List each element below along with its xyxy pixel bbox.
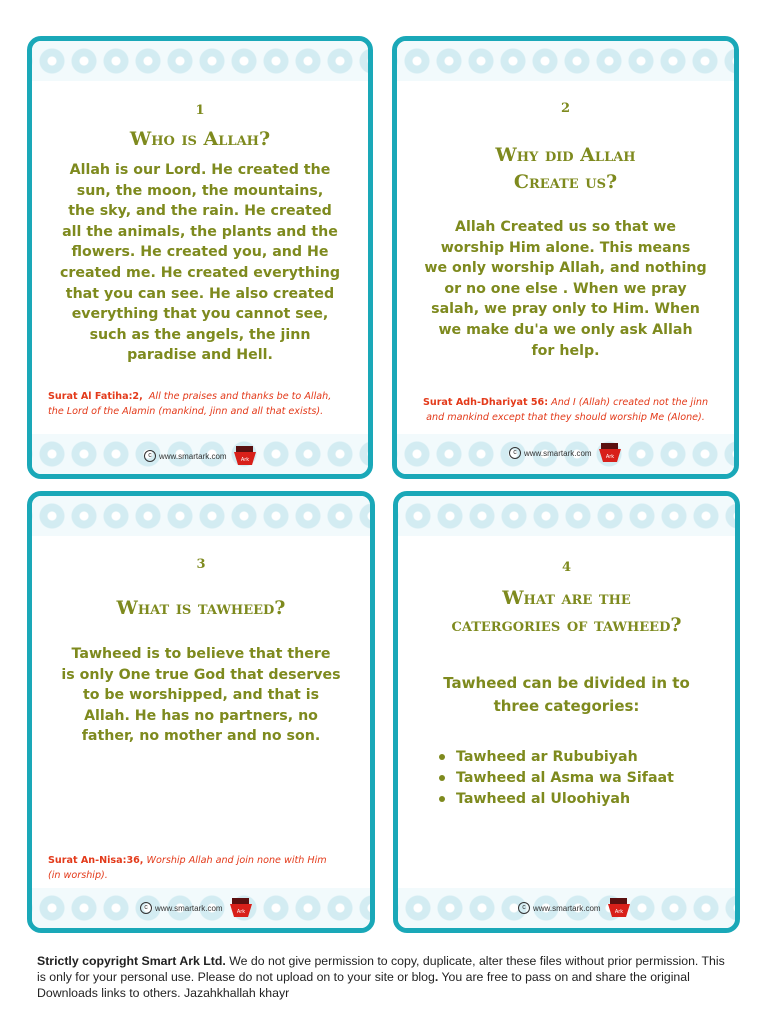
bullet-icon	[439, 754, 445, 760]
tawheed-categories-list	[398, 747, 735, 810]
reference-quote-line: (in worship).	[48, 870, 108, 881]
copyright-text: We do not give permission to copy, duplicate, alter these files without prior permission. This is only for your personal use. Please do not upload on to your site or blog	[37, 954, 725, 984]
site-url: www.smartark.com	[524, 448, 592, 458]
body-line: Tawheed is to believe that there	[71, 646, 331, 662]
body-line: Allah Created us so that we	[455, 219, 676, 235]
card-title	[32, 595, 370, 622]
body-line: such as the angels, the jinn	[89, 326, 311, 343]
smart-ark-logo	[607, 896, 631, 920]
card-body	[32, 644, 370, 747]
decorative-pattern-top	[398, 496, 735, 536]
card-4	[393, 491, 740, 933]
reference-quote-line: Worship Allah and join none with Him	[146, 855, 327, 866]
smart-ark-logo	[229, 896, 253, 920]
body-line: father, no mother and no son.	[81, 728, 321, 745]
body-line: we only worship Allah, and nothing	[424, 260, 707, 277]
card-body	[398, 672, 735, 718]
copyright-icon: c	[509, 447, 521, 459]
card-footer	[518, 896, 631, 920]
card-footer	[509, 441, 622, 465]
copyright-icon: c	[140, 902, 152, 914]
title-line: What are the	[502, 587, 631, 609]
copyright-lead: Strictly copyright Smart Ark Ltd.	[37, 954, 226, 968]
body-line: Allah is our Lord. He created the	[69, 162, 331, 178]
svg-text:Ark: Ark	[614, 909, 623, 915]
reference-source: Surat An-Nisa:36,	[48, 855, 144, 866]
svg-text:Ark: Ark	[236, 909, 245, 915]
card-2	[392, 36, 739, 479]
card-title	[397, 142, 734, 196]
decorative-pattern-top	[32, 496, 370, 536]
site-url: www.smartark.com	[533, 903, 601, 913]
card-title	[32, 126, 368, 153]
title-line: Why did Allah	[495, 144, 636, 166]
card-footer	[140, 896, 253, 920]
card-footer	[144, 444, 257, 468]
copyright-notice	[37, 953, 727, 1001]
card-number: 2	[560, 101, 571, 116]
copyright-period: .	[434, 970, 439, 984]
decorative-pattern-top	[32, 41, 368, 81]
bullet-icon	[439, 796, 445, 802]
list-item: Tawheed ar Rububiyah	[398, 747, 735, 768]
quran-reference	[397, 395, 734, 425]
title-line: What is tawheed?	[116, 597, 286, 619]
card-1	[27, 36, 373, 479]
card-number: 4	[561, 560, 572, 575]
smart-ark-logo	[233, 444, 257, 468]
body-line: flowers. He created you, and He	[71, 244, 329, 261]
body-line: all the animals, the plants and the	[62, 223, 338, 240]
body-line: or no one else . When we pray	[444, 280, 687, 297]
card-title	[398, 585, 735, 639]
copyright-text-2: You are free to pass on and share the original Downloads links to others. Jazahkhallah khayr	[37, 970, 690, 1000]
body-line: salah, we pray only to Him. When	[431, 301, 700, 318]
decorative-pattern-top	[397, 41, 734, 81]
reference-quote-line: and mankind except that they should worship Me (Alone).	[426, 412, 705, 423]
body-line: three categories:	[493, 697, 640, 715]
reference-quote-line: the Lord of the Alamin (mankind, jinn and all that exists).	[48, 406, 324, 417]
list-item: Tawheed al Asma wa Sifaat	[398, 768, 735, 789]
card-body	[32, 160, 368, 366]
card-number: 3	[196, 557, 206, 572]
body-line: worship Him alone. This means	[440, 239, 691, 256]
quran-reference	[32, 389, 368, 419]
reference-quote-line: All the praises and thanks be to Allah,	[148, 391, 332, 402]
body-line: we make du'a we only ask Allah	[438, 321, 693, 338]
site-url: www.smartark.com	[155, 903, 223, 913]
body-line: is only One true God that deserves	[61, 666, 341, 683]
list-item: Tawheed al Uloohiyah	[398, 789, 735, 810]
reference-source: Surat Al Fatiha:2,	[48, 391, 143, 402]
body-line: that you can see. He also created	[65, 285, 335, 302]
quran-reference	[32, 853, 370, 883]
title-line: Who is Allah?	[129, 128, 271, 150]
title-line: catergories of tawheed?	[451, 614, 682, 636]
site-url: www.smartark.com	[159, 451, 227, 461]
bullet-icon	[439, 775, 445, 781]
body-line: paradise and Hell.	[127, 347, 273, 364]
reference-quote-line: And I (Allah) created not the jinn	[551, 397, 709, 408]
body-line: to be worshipped, and that is	[82, 687, 320, 704]
card-3	[27, 491, 375, 933]
body-line: created me. He created everything	[59, 264, 341, 281]
body-line: everything that you cannot see,	[71, 306, 329, 323]
body-line: for help.	[531, 342, 600, 359]
copyright-icon: c	[518, 902, 530, 914]
copyright-icon: c	[144, 450, 156, 462]
svg-text:Ark: Ark	[605, 454, 614, 460]
card-body	[397, 217, 734, 361]
svg-text:Ark: Ark	[240, 457, 249, 463]
body-line: Allah. He has no partners, no	[84, 707, 318, 724]
title-line: Create us?	[513, 171, 618, 193]
body-line: sun, the moon, the mountains,	[76, 182, 324, 199]
reference-source: Surat Adh-Dhariyat 56:	[422, 397, 549, 408]
card-number: 1	[195, 103, 205, 118]
smart-ark-logo	[598, 441, 622, 465]
body-line: Tawheed can be divided in to	[443, 674, 690, 692]
body-line: the sky, and the rain. He created	[68, 203, 332, 220]
